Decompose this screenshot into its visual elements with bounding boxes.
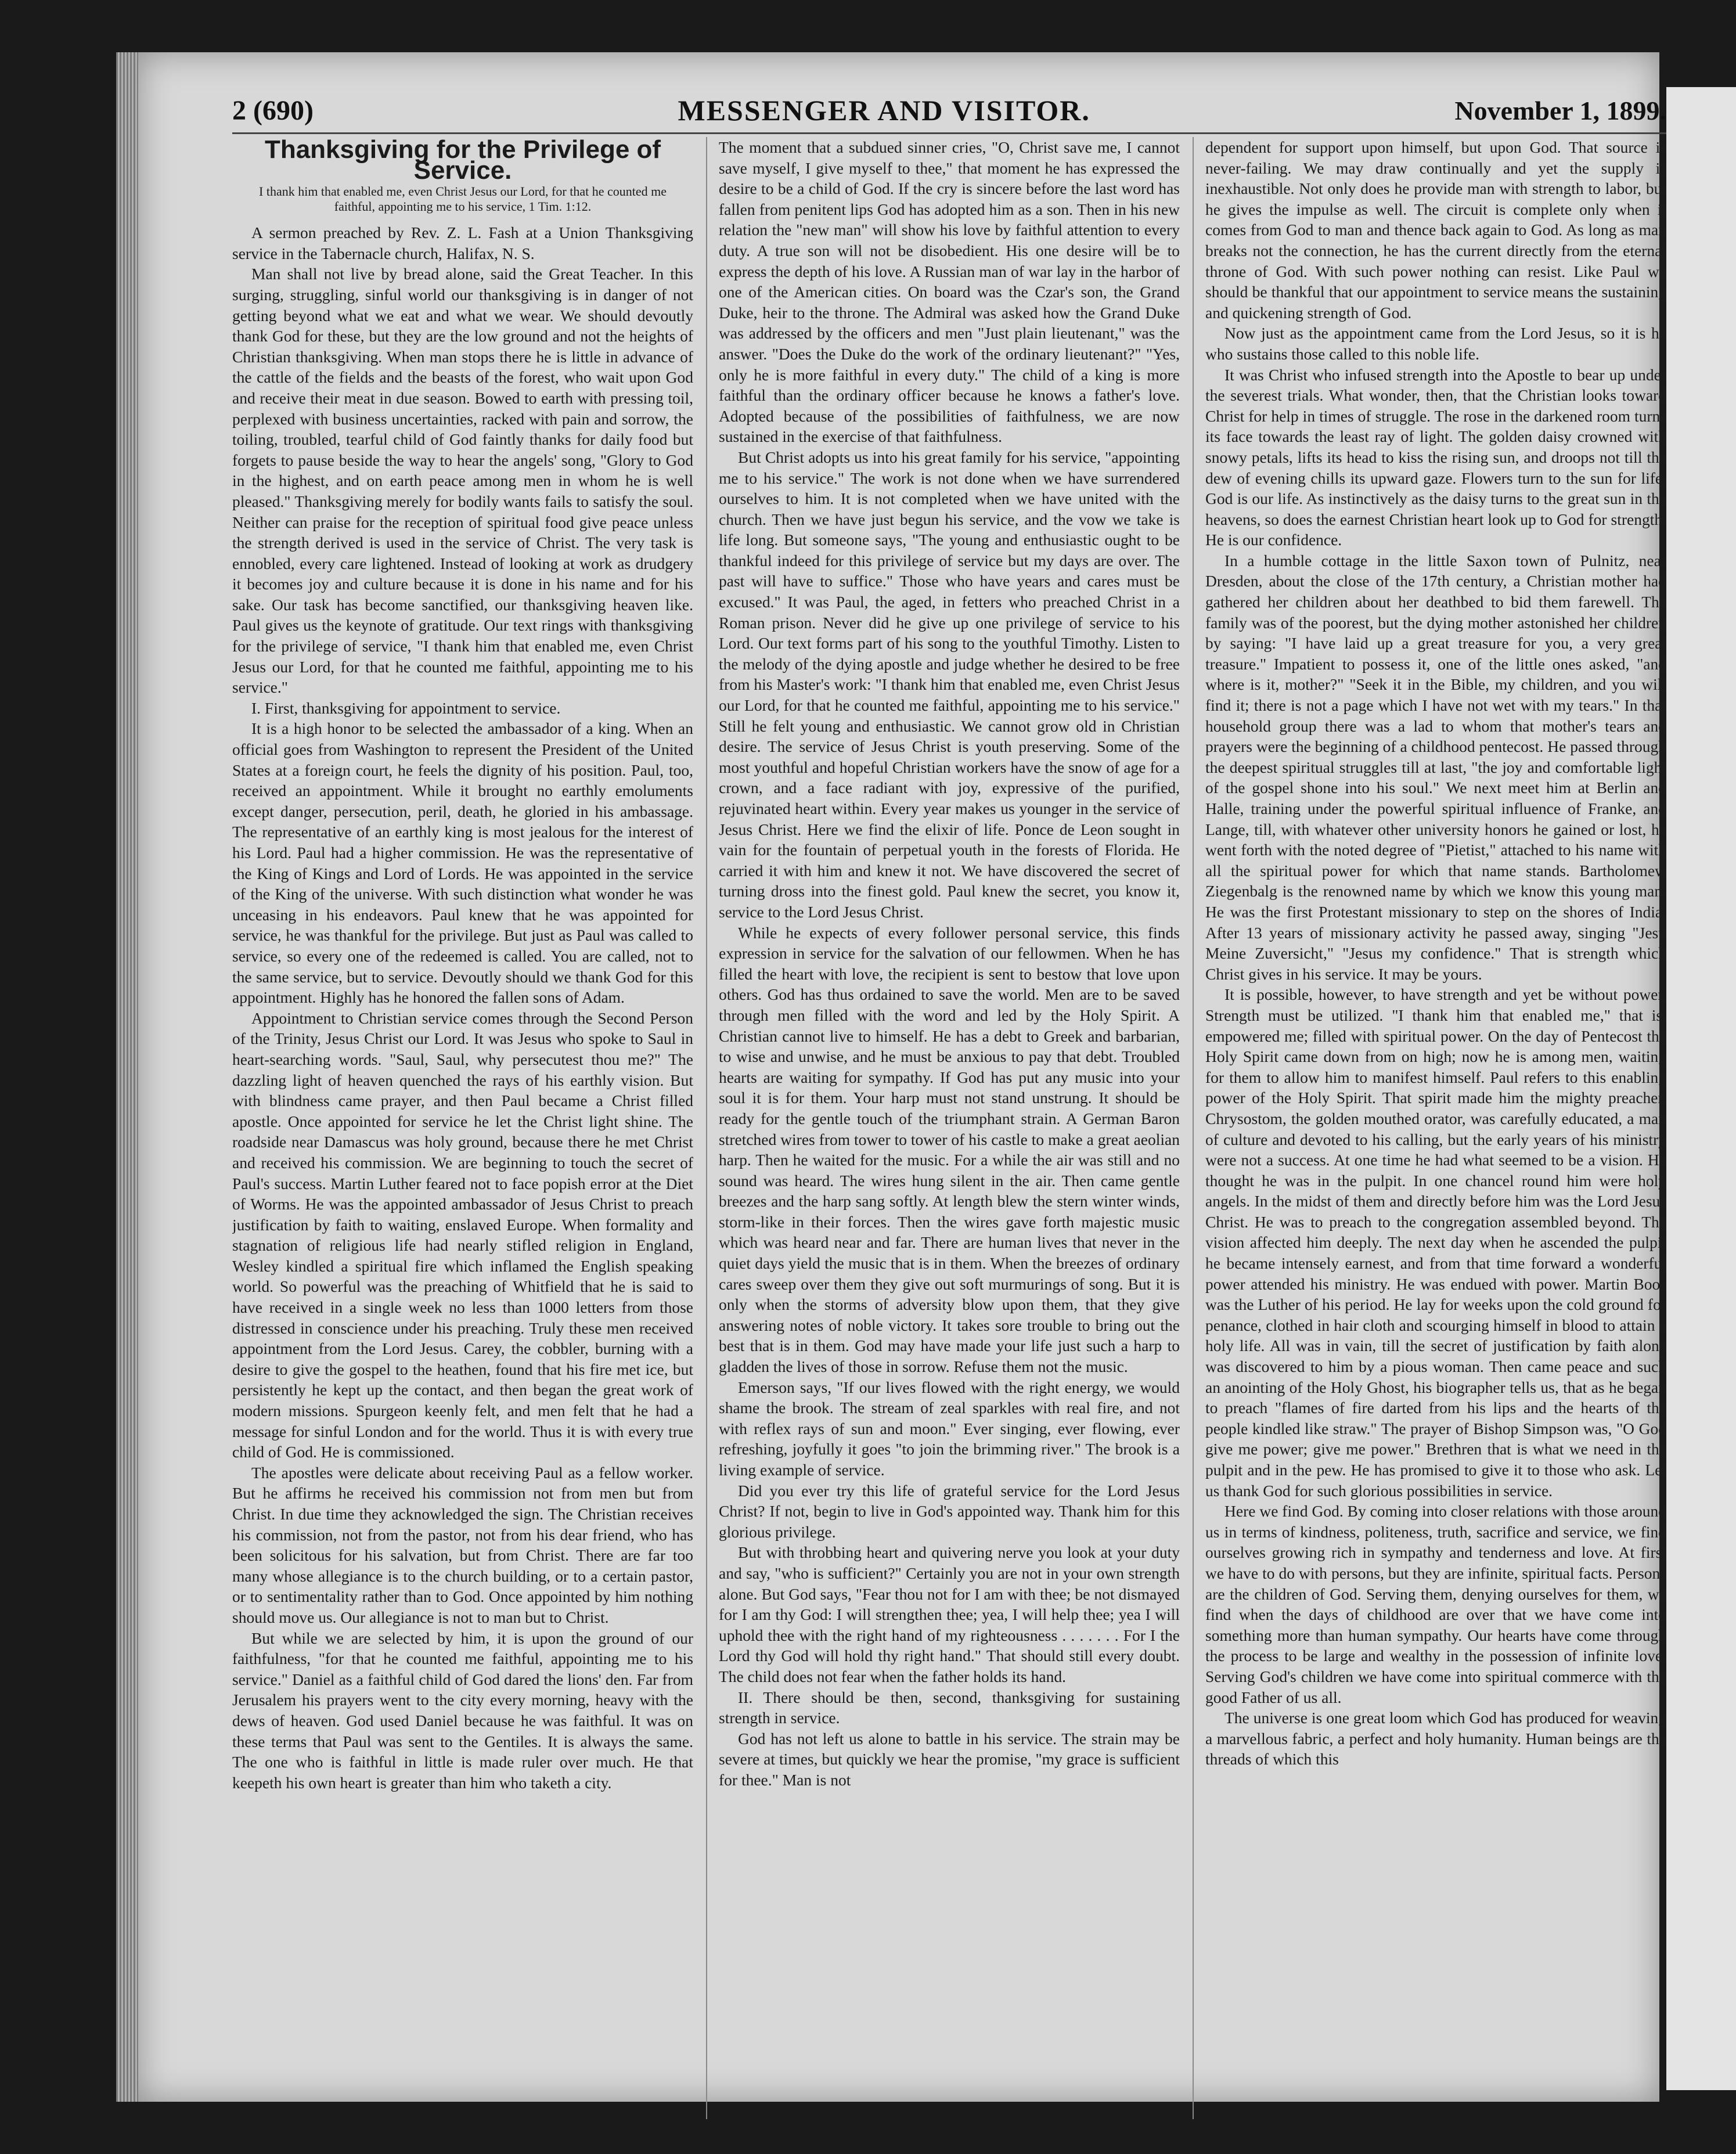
- page-header: [232, 87, 1666, 134]
- paragraph: Man shall not live by bread alone, said the Great Teacher. In this surging, struggling, sinful world our thanksgiving is in danger of not getting beyond what we eat and what we wear. We should devoutly thank God for these, but they are the low ground and not the heights of Christian thanksgiving. When man stops there he is little in advance of the cattle of the fields and the beasts of the forest, who wait upon God and receive their meat in due season. Bowed to earth with pressing toil, perplexed with business uncertainties, racked with pain and sorrow, the toiling, troubled, tearful child of God faintly thanks for daily food but forgets to pause beside the way to hear the angels' song, "Glory to God in the highest, and on earth peace among men in whom he is well pleased." Thanksgiving merely for bodily wants fails to satisfy the soul. Neither can praise for the reception of spiritual food give peace unless the strength derived is used in the service of Christ. The very task is ennobled, every care lightened. Instead of looking at work as drudgery it becomes joy and culture because it is done in his name and for his sake. Our task has become sanctified, our thanksgiving heaven like. Paul gives us the keynote of gratitude. Our text rings with thanksgiving for the privilege of service, "I thank him that enabled me, even Christ Jesus our Lord, for that he counted me faithful, appointing me to his service.": [232, 265, 693, 697]
- paragraph: dependent for support upon himself, but upon God. That source is never-failing. We may draw continually and yet the supply is inexhaustible. Not only does he provide man with strength to labor, but he gives the impulse as well. The circuit is complete only when it comes from God to man and thence back again to God. As long as man breaks not the connection, he has the current directly from the eternal throne of God. With such power nothing can resist. Like Paul we should be thankful that our appointment to service means the sustaining and quickening strength of God.: [1205, 138, 1666, 322]
- paragraph: The universe is one great loom which God has produced for weaving a marvellous fabric, a perfect and holy humanity. Human beings are the threads of which this: [1205, 1709, 1666, 1768]
- paragraph: But with throbbing heart and quivering nerve you look at your duty and say, "who is sufficient?" Certainly you are not in your own strength alone. But God says, "Fear thou not for I am with thee; be not dismayed for I am thy God: I will strengthen thee; yea, I will help thee; yea I will uphold thee with the right hand of my righteousness . . . . . . . For I the Lord thy God will hold thy right hand." That should still every doubt. The child does not fear when the father holds its hand.: [719, 1543, 1180, 1685]
- paragraph: In a humble cottage in the little Saxon town of Pulnitz, near Dresden, about the close of the 17th century, a Christian mother had gathered her children about her deathbed to bid them farewell. The family was of the poorest, but the dying mother astonished her children by saying: "I have laid up a great treasure for you, a very great treasure." Impatient to possess it, one of the little ones asked, "and where is it, mother?" "Seek it in the Bible, my children, and you will find it; there is not a page which I have not wet with my tears." In that household group there was a lad to whom that mother's tears and prayers were the beginning of a childhood pentecost. He passed through the deepest spiritual struggles till at last, "the joy and comfortable light of the gospel shone into his soul." We next meet him at Berlin and Halle, training under the powerful spiritual influence of Franke, and Lange, till, with whatever other university honors he gained or lost, he went forth with the noted degree of "Pietist," attached to his name with all the spiritual power for which that name stands. Bartholomew Ziegenbalg is the renowned name by which we know this young man. He was the first Protestant missionary to step on the shores of India. After 13 years of missionary activity he passed away, singing "Jesu Meine Zuversicht," "Jesus my confidence." That is strength which Christ gives in his service. It may be yours.: [1205, 551, 1666, 983]
- paragraph: Now just as the appointment came from the Lord Jesus, so it is he who sustains those called to this noble life.: [1205, 324, 1666, 363]
- paragraph: Emerson says, "If our lives flowed with the right energy, we would shame the brook. The stream of zeal sparkles with real fire, and not with reflex rays of sun and moon." Ever singing, ever flowing, ever refreshing, joyfully it goes "to join the brimming river." The brook is a living example of service.: [719, 1378, 1180, 1479]
- paragraph: Here we find God. By coming into closer relations with those around us in terms of kindness, politeness, truth, sacrifice and service, we find ourselves growing rich in sympathy and tenderness and love. At first we have to do with persons, but they are infinite, spiritual facts. Persons are the children of God. Serving them, denying ourselves for them, we find when the days of childhood are over that we have come into something more than human sympathy. Our hearts have come through the process to be large and wealthy in the possession of infinite love. Serving God's children we have come into spiritual commerce with the good Father of us all.: [1205, 1502, 1666, 1706]
- paragraph: It was Christ who infused strength into the Apostle to bear up under the severest trials. What wonder, then, that the Christian looks toward Christ for help in times of struggle. The rose in the darkened room turns its face towards the least ray of light. The golden daisy crowned with snowy petals, lifts its head to kiss the rising sun, and droops not till the dew of evening chills its upward gaze. Flowers turn to the sun for life. God is our life. As instinctively as the daisy turns to the great sun in the heavens, so does the earnest Christian heart look up to God for strength. He is our confidence.: [1205, 365, 1666, 549]
- paragraph: But while we are selected by him, it is upon the ground of our faithfulness, "for that he counted me faithful, appointing me to his service." Daniel as a faithful child of God dared the lions' den. Far from Jerusalem his prayers went to the city every morning, heavy with the dews of heaven. God used Daniel because he was faithful. It was on these terms that Paul was sent to the Gentiles. It is always the same. The one who is faithful in little is made ruler over much. He that keepeth his own heart is greater than him who taketh a city.: [232, 1629, 693, 1792]
- article-epigraph: I thank him that enabled me, even Christ Jesus our Lord, for that he counted me faithful, appointing me to his service, 1 Tim. 1:12.: [259, 184, 667, 214]
- column-3: [1193, 137, 1666, 2119]
- article-title: Thanksgiving for the Privilege of Service.: [264, 137, 661, 185]
- paragraph: The moment that a subdued sinner cries, "O, Christ save me, I cannot save myself, I give myself to thee," that moment he has expressed the desire to be a child of God. If the cry is sincere before the last word has fallen from penitent lips God has adopted him as a son. Then in his new relation the "new man" will show his love by faithful attention to every duty. A true son will not be disobedient. His one desire will be to express the depth of his love. A Russian man of war lay in the harbor of one of the American cities. On board was the Czar's son, the Grand Duke, heir to the throne. The Admiral was asked how the Grand Duke was addressed by the officers and men "Just plain lieutenant," was the answer. "Does the Duke do the work of the ordinary lieutenant?" "Yes, only he is more faithful in every duty." The child of a king is more faithful than the ordinary officer because he knows a father's love. Adopted because of the possibilities of faithfulness, we are now sustained in the exercise of that faithfulness.: [719, 138, 1180, 446]
- page-number: 2 (690): [232, 95, 314, 126]
- paragraph: While he expects of every follower personal service, this finds expression in service for the salvation of our fellowmen. When he has filled the heart with love, the recipient is sent to bestow that love upon others. God has thus ordained to save the world. Men are to be saved through men filled with the word and led by the Holy Spirit. A Christian cannot live to himself. He has a debt to Greek and barbarian, to wise and unwise, and he must be anxious to pay that debt. Troubled hearts are waiting for sympathy. If God has put any music into your soul it is for them. Your harp must not stand unstrung. It should be ready for the gentle touch of the triumphant strain. A German Baron stretched wires from tower to tower of his castle to make a great aeolian harp. Then he waited for the music. For a while the air was still and no sound was heard. The wires hung silent in the air. Then came gentle breezes and the harp sang softly. At length blew the stern winter winds, storm-like in their forces. Then the wires gave forth majestic music which was heard near and far. There are human lives that never in the quiet days yield the music that is in them. When the breezes of ordinary cares sweep over them they give out soft murmurings of song. But it is only when the storms of adversity blow upon them, that they give answering notes of noble victory. It takes sore trouble to bring out the best that is in them. God may have made your life just such a harp to gladden the lives of those in sorrow. Refuse them not the music.: [719, 923, 1180, 1376]
- column-1: [232, 137, 693, 2119]
- issue-date: November 1, 1899.: [1454, 95, 1666, 125]
- header-rule: [232, 132, 1666, 134]
- paragraph: It is possible, however, to have strength and yet be without power. Strength must be utilized. "I thank him that enabled me," that is, empowered me; filled with spiritual power. On the day of Pentecost the Holy Spirit came down from on high; now he is among men, waiting for them to allow him to manifest himself. Paul refers to this enabling power of the Holy Spirit. That spirit made him the mighty preacher. Chrysostom, the golden mouthed orator, was carefully educated, a man of culture and devoted to his calling, but the early years of his ministry were not a success. At one time he had what seemed to be a vision. He thought he was in the pulpit. In one chancel round him were holy angels. In the midst of them and directly before him was the Lord Jesus Christ. He was to preach to the congregation assembled beyond. The vision affected him deeply. The next day when he ascended the pulpit he became intensely earnest, and from that time forward a wonderful power attended his ministry. He was endued with power. Martin Boos was the Luther of his period. He lay for weeks upon the cold ground for penance, clothed in hair cloth and scourging himself in blood to attain a holy life. All was in vain, till the secret of justification by faith alone was discovered to him by a pious woman. Then came peace and such an anointing of the Holy Ghost, his biographer tells us, that as he began to preach "flames of fire darted from his lips and the hearts of the people kindled like straw." The prayer of Bishop Simpson was, "O God give me power; give me power." Brethren that is what we need in the pulpit and in the pew. He has promised to give it to those who ask. Let us thank God for such glorious possibilities in service.: [1205, 985, 1666, 1500]
- paragraph: But Christ adopts us into his great family for his service, "appointing me to his service." The work is not done when we have surrendered ourselves to him. It is not completed when we have united with the church. Then we have just begun his service, and the vow we take is life long. But someone says, "The young and enthusiastic ought to be thankful indeed for this privilege of service but my days are over. The past will have to suffice." Those who have years and cares must be excused." It was Paul, the aged, in fetters who preached Christ in a Roman prison. Never did he give up one privilege of service to his Lord. Our text forms part of his song to the youthful Timothy. Listen to the melody of the dying apostle and judge whether he desired to be free from his Master's work: "I thank him that enabled me, even Christ Jesus our Lord, for that he counted me faithful, appointing me to his service." Still he felt young and enthusiastic. We cannot grow old in Christian desire. The service of Jesus Christ is youth preserving. Some of the most youthful and hopeful Christian workers have the snow of age for a crown, and a face radiant with joy, expressive of the purified, rejuvinated heart within. Every year makes us younger in the service of Jesus Christ. Here we find the elixir of life. Ponce de Leon sought in vain for the fountain of perpetual youth in the forests of Florida. He carried it with him and knew it not. We have discovered the secret of turning dross into the finest gold. Paul knew the secret, you know it, service to the Lord Jesus Christ.: [719, 448, 1180, 921]
- paragraph: Appointment to Christian service comes through the Second Person of the Trinity, Jesus Christ our Lord. It was Jesus who spoke to Saul in heart-searching words. "Saul, Saul, why persecutest thou me?" The dazzling light of heaven quenched the rays of his earthly vision. But with blindness came prayer, and then Paul became a Christ filled apostle. Once appointed for service he let the Christ light shine. The roadside near Damascus was holy ground, because there he met Christ and received his commission. We are beginning to touch the secret of Paul's success. Martin Luther feared not to face popish error at the Diet of Worms. He was the appointed ambassador of Jesus Christ to preach justification by faith to waiting, enslaved Europe. When formality and stagnation of religious life had nearly stifled religion in England, Wesley kindled a spiritual fire which inflamed the English speaking world. So powerful was the preaching of Whitfield that he is said to have received in a single week no less than 1000 letters from those distressed in conscience under his preaching. Truly these men received appointment from the Lord Jesus. Carey, the cobbler, burning with a desire to give the gospel to the heathen, found that his fire met ice, but persistently he kept up the contact, and then began the great work of modern missions. Spurgeon keenly felt, and men felt that he had a message for sinful London and for the world. Thus it is with every true child of God. He is commissioned.: [232, 1008, 693, 1461]
- section-heading: II. There should be then, second, thanksgiving for sustaining strength in service.: [719, 1688, 1180, 1727]
- adjacent-page-edge: [1666, 87, 1736, 2090]
- article-columns: [232, 137, 1666, 2119]
- paragraph: God has not left us alone to battle in his service. The strain may be severe at times, but quickly we hear the promise, "my grace is sufficient for thee." Man is not: [719, 1729, 1180, 1789]
- paragraph: Did you ever try this life of grateful service for the Lord Jesus Christ? If not, begin to live in God's appointed way. Thank him for this glorious privilege.: [719, 1481, 1180, 1541]
- column-2: [706, 137, 1180, 2119]
- paragraph: The apostles were delicate about receiving Paul as a fellow worker. But he affirms he received his commission not from men but from Christ. In due time they acknowledged the sign. The Christian receives his commission, not from the pastor, not from his dear friend, who has been solicitous for his salvation, but from Christ. There are far too many whose allegiance is to the church building, or to a certain pastor, or to sentimentality rather than to God. Once appointed by him nothing should move us. Our allegiance is not to man but to Christ.: [232, 1463, 693, 1626]
- masthead-title: MESSENGER AND VISITOR.: [678, 94, 1090, 127]
- paragraph: It is a high honor to be selected the ambassador of a king. When an official goes from Washington to represent the President of the United States at a foreign court, he feels the dignity of his position. Paul, too, received an appointment. While it brought no earthly emoluments except danger, persecution, peril, death, he gloried in his ambassage. The representative of an earthly king is most jealous for the interest of his Lord. Paul had a higher commission. He was the representative of the King of Kings and Lord of Lords. He was appointed in the service of the King of the universe. With such distinction what wonder he was unceasing in his endeavors. Paul knew that he was appointed for service, he was thankful for the privilege. But just as Paul was called to service, so every one of the redeemed is called. You are called, not to the same service, but to service. Devoutly should we thank God for this appointment. Highly has he honored the fallen sons of Adam.: [232, 719, 693, 1007]
- paragraph: A sermon preached by Rev. Z. L. Fash at a Union Thanksgiving service in the Tabernacle church, Halifax, N. S.: [232, 224, 693, 262]
- section-heading: I. First, thanksgiving for appointment to service.: [251, 698, 561, 717]
